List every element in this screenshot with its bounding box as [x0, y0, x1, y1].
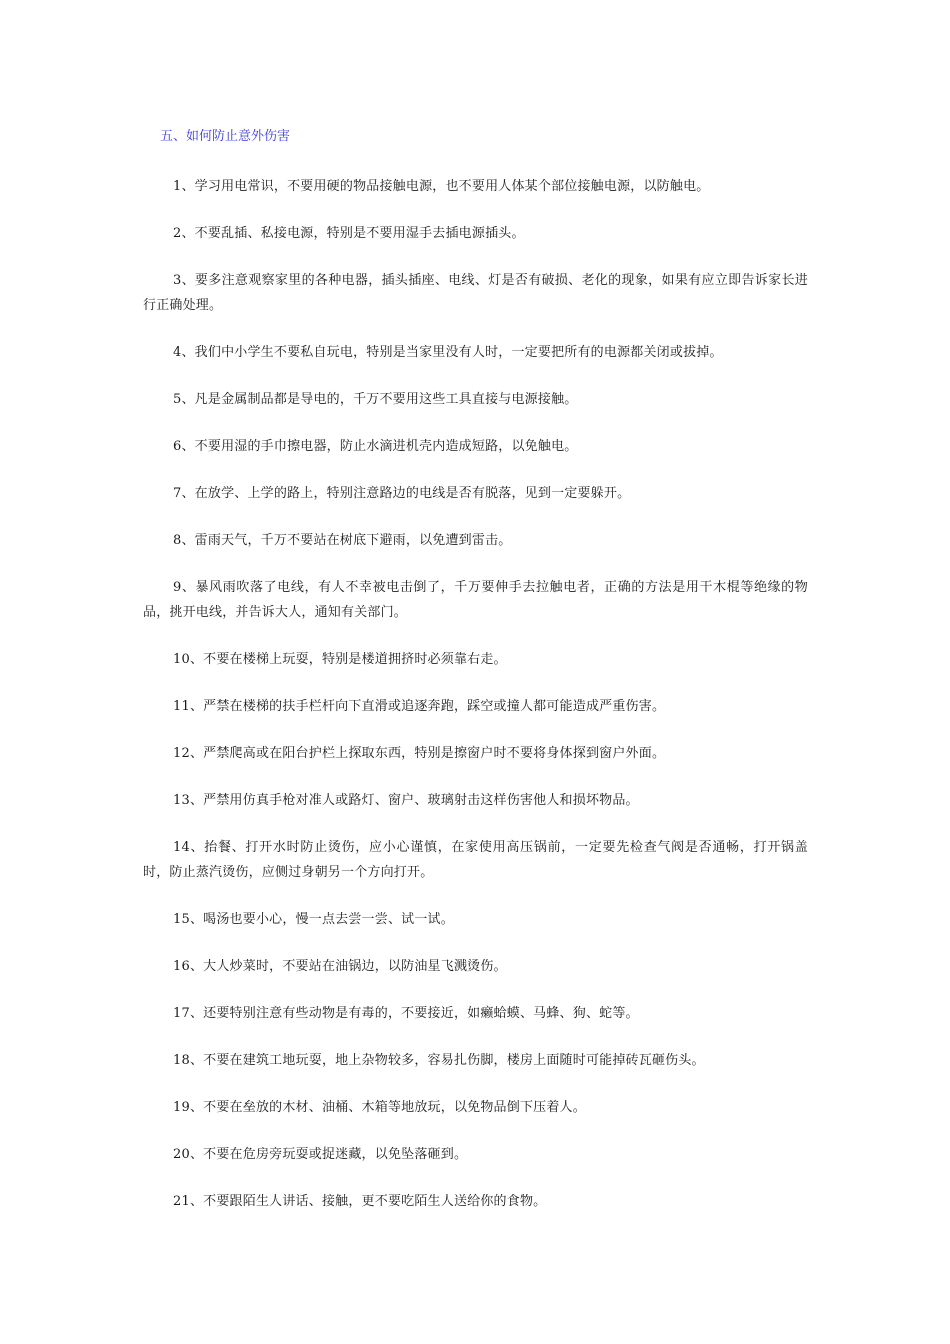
- list-item: 8、雷雨天气，千万不要站在树底下避雨，以免遭到雷击。: [173, 533, 512, 548]
- list-item: 21、不要跟陌生人讲话、接触，更不要吃陌生人送给你的食物。: [173, 1194, 547, 1209]
- list-item: 17、还要特别注意有些动物是有毒的，不要接近，如癞蛤蟆、马蜂、狗、蛇等。: [173, 1006, 639, 1021]
- list-item: 16、大人炒菜时，不要站在油锅边，以防油星飞溅烫伤。: [173, 959, 507, 974]
- list-item: 3、要多注意观察家里的各种电器，插头插座、电线、灯是否有破损、老化的现象，如果有应立即告诉家长进行正确处理。: [143, 273, 808, 313]
- list-item: 18、不要在建筑工地玩耍，地上杂物较多，容易扎伤脚，楼房上面随时可能掉砖瓦砸伤头。: [173, 1053, 705, 1068]
- list-item: 13、严禁用仿真手枪对准人或路灯、窗户、玻璃射击这样伤害他人和损坏物品。: [173, 793, 639, 808]
- list-item: 4、我们中小学生不要私自玩电，特别是当家里没有人时，一定要把所有的电源都关闭或拔掉。: [173, 345, 723, 360]
- list-item: 19、不要在垒放的木材、油桶、木箱等地放玩，以免物品倒下压着人。: [173, 1100, 586, 1115]
- list-item: 11、严禁在楼梯的扶手栏杆向下直滑或追逐奔跑，踩空或撞人都可能造成严重伤害。: [173, 699, 666, 714]
- list-item: 14、抬餐、打开水时防止烫伤，应小心谨慎，在家使用高压锅前，一定要先检查气阀是否通畅，打开锅盖时，防止蒸汽烫伤，应侧过身朝另一个方向打开。: [143, 840, 808, 880]
- list-item: 10、不要在楼梯上玩耍，特别是楼道拥挤时必须靠右走。: [173, 652, 507, 667]
- list-item: 1、学习用电常识，不要用硬的物品接触电源，也不要用人体某个部位接触电源，以防触电。: [173, 179, 710, 194]
- list-item: 2、不要乱插、私接电源，特别是不要用湿手去插电源插头。: [173, 226, 525, 241]
- list-item: 12、严禁爬高或在阳台护栏上探取东西，特别是擦窗户时不要将身体探到窗户外面。: [173, 746, 666, 761]
- section-title: 五、如何防止意外伤害: [160, 129, 291, 144]
- list-item: 15、喝汤也要小心，慢一点去尝一尝、试一试。: [173, 912, 454, 927]
- item-list: [143, 174, 808, 1214]
- document-page: [143, 126, 808, 1236]
- list-item: 20、不要在危房旁玩耍或捉迷藏，以免坠落砸到。: [173, 1147, 468, 1162]
- list-item: 6、不要用湿的手巾擦电器，防止水滴进机壳内造成短路，以免触电。: [173, 439, 578, 454]
- list-item: 9、暴风雨吹落了电线，有人不幸被电击倒了，千万要伸手去拉触电者，正确的方法是用干木棍等绝缘的物品，挑开电线，并告诉大人，通知有关部门。: [143, 580, 808, 620]
- list-item: 7、在放学、上学的路上，特别注意路边的电线是否有脱落，见到一定要躲开。: [173, 486, 631, 501]
- list-item: 5、凡是金属制品都是导电的，千万不要用这些工具直接与电源接触。: [173, 392, 578, 407]
